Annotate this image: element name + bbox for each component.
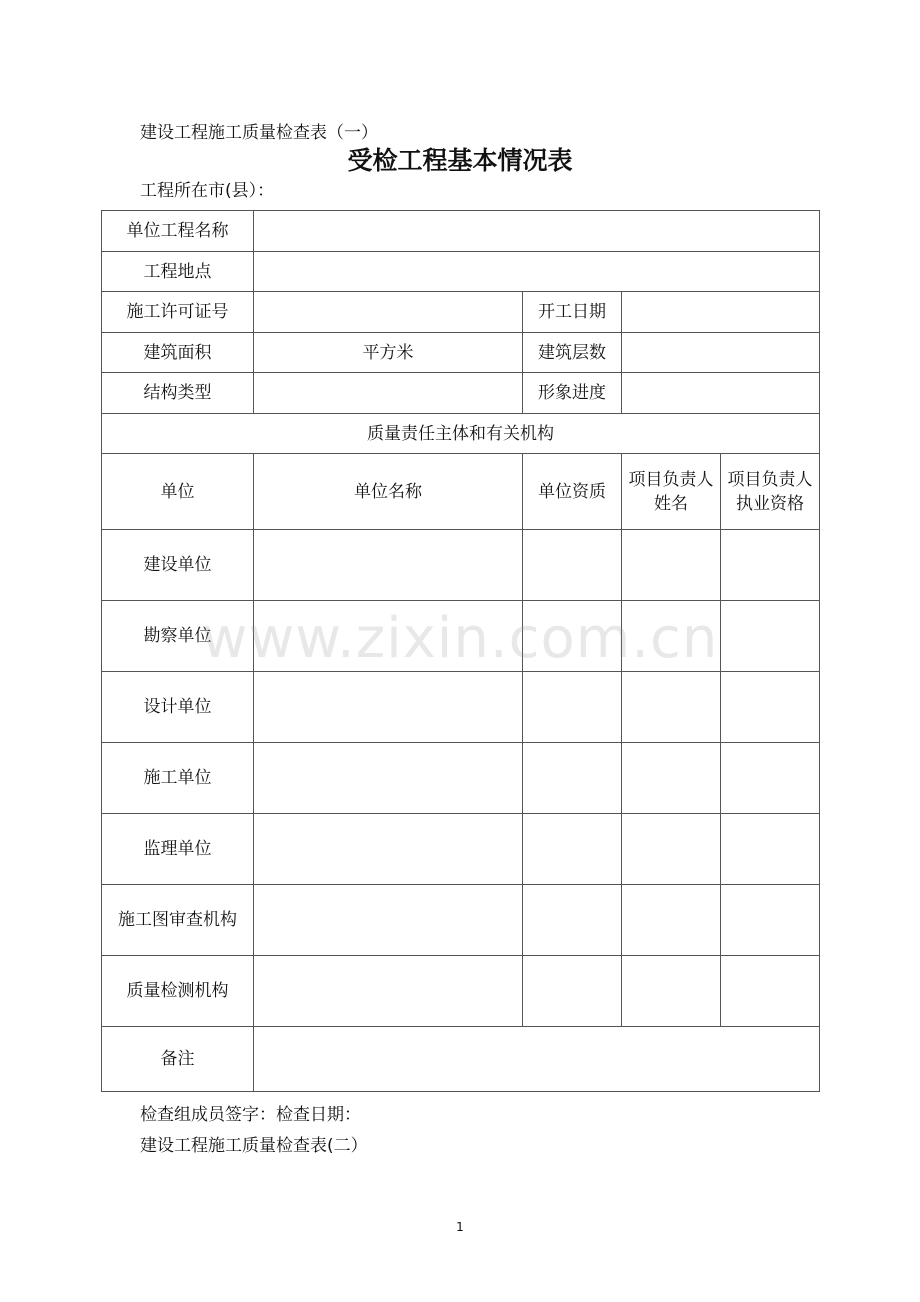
area-unit: 平方米: [362, 342, 414, 363]
structure-type-cell[interactable]: [254, 373, 523, 414]
doc-series-label: 建设工程施工质量检查表（一）: [140, 123, 378, 143]
qualification-cell[interactable]: [523, 672, 622, 743]
row-remarks: [102, 1027, 820, 1092]
unit-name-cell[interactable]: [254, 956, 523, 1027]
row-section-title: [102, 414, 820, 454]
page-number: 1: [456, 1220, 464, 1234]
manager-license-cell[interactable]: [721, 885, 820, 956]
column-header-unit-name: 单位名称: [254, 454, 523, 530]
manager-name-cell[interactable]: [622, 743, 721, 814]
floors-label: 建筑层数: [523, 333, 622, 373]
row-area: [102, 333, 820, 373]
manager-name-cell[interactable]: [622, 530, 721, 601]
table-row: [102, 956, 820, 1027]
permit-no-cell[interactable]: [254, 292, 523, 333]
structure-type-label: 结构类型: [102, 373, 254, 414]
qualification-cell[interactable]: [523, 814, 622, 885]
unit-name-cell[interactable]: [254, 885, 523, 956]
unit-name-cell[interactable]: [254, 743, 523, 814]
row-label-supervision: 监理单位: [102, 814, 254, 885]
unit-name-cell[interactable]: [254, 530, 523, 601]
manager-license-cell[interactable]: [721, 672, 820, 743]
row-project-site: [102, 252, 820, 292]
manager-name-cell[interactable]: [622, 814, 721, 885]
location-label: 工程所在市(县）：: [140, 181, 275, 201]
column-header-manager-license: 项目负责人执业资格: [721, 454, 820, 530]
start-date-label: 开工日期: [523, 292, 622, 333]
row-label-survey: 勘察单位: [102, 601, 254, 672]
floors-cell[interactable]: [622, 333, 820, 373]
column-header-qualification: 单位资质: [523, 454, 622, 530]
table-row: [102, 885, 820, 956]
column-header-unit: 单位: [102, 454, 254, 530]
table-row: [102, 743, 820, 814]
column-header-manager-name: 项目负责人姓名: [622, 454, 721, 530]
qualification-cell[interactable]: [523, 956, 622, 1027]
project-name-label: 单位工程名称: [102, 211, 254, 252]
row-project-name: [102, 211, 820, 252]
start-date-cell[interactable]: [622, 292, 820, 333]
parties-header-row: [102, 454, 820, 530]
page-title: 受检工程基本情况表: [347, 146, 573, 175]
row-label-drawing-review: 施工图审查机构: [102, 885, 254, 956]
manager-license-cell[interactable]: [721, 743, 820, 814]
remarks-cell[interactable]: [254, 1027, 820, 1092]
floor-area-cell[interactable]: [254, 333, 523, 373]
progress-label: 形象进度: [523, 373, 622, 414]
row-permit: [102, 292, 820, 333]
table-row: [102, 814, 820, 885]
table-row: [102, 672, 820, 743]
qualification-cell[interactable]: [523, 885, 622, 956]
manager-license-cell[interactable]: [721, 814, 820, 885]
row-label-quality-testing: 质量检测机构: [102, 956, 254, 1027]
unit-name-cell[interactable]: [254, 814, 523, 885]
project-name-cell[interactable]: [254, 211, 820, 252]
manager-name-cell[interactable]: [622, 672, 721, 743]
manager-license-cell[interactable]: [721, 956, 820, 1027]
floor-area-label: 建筑面积: [102, 333, 254, 373]
manager-name-cell[interactable]: [622, 885, 721, 956]
project-site-label: 工程地点: [102, 252, 254, 292]
progress-cell[interactable]: [622, 373, 820, 414]
project-site-cell[interactable]: [254, 252, 820, 292]
manager-name-cell[interactable]: [622, 956, 721, 1027]
row-label-developer: 建设单位: [102, 530, 254, 601]
unit-name-cell[interactable]: [254, 672, 523, 743]
table-row: [102, 530, 820, 601]
manager-license-cell[interactable]: [721, 530, 820, 601]
remarks-label: 备注: [102, 1027, 254, 1092]
row-label-construction: 施工单位: [102, 743, 254, 814]
row-structure: [102, 373, 820, 414]
watermark: www.zixin.com.cn: [201, 606, 719, 671]
qualification-cell[interactable]: [523, 743, 622, 814]
signature-line: 检查组成员签字：检查日期：: [140, 1105, 361, 1125]
qualification-cell[interactable]: [523, 530, 622, 601]
row-label-design: 设计单位: [102, 672, 254, 743]
next-form-title: 建设工程施工质量检查表(二）: [140, 1136, 368, 1156]
permit-no-label: 施工许可证号: [102, 292, 254, 333]
parties-section-title: 质量责任主体和有关机构: [102, 414, 820, 454]
